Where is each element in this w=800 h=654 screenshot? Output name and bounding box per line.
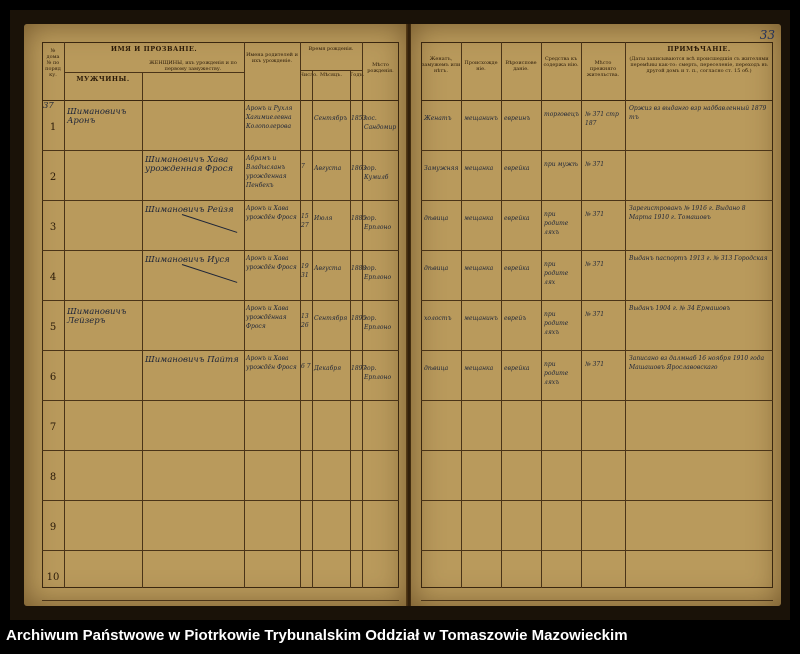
column-rule bbox=[312, 70, 313, 588]
woman-name: Шимановичъ Хава урожденная Фрося bbox=[145, 155, 234, 174]
origin: мещанинъ bbox=[464, 315, 498, 322]
row-rule bbox=[42, 400, 399, 401]
archive-caption: Archiwum Państwowe w Piotrkowie Trybunalskim Oddział w Tomaszowie Mazowieckim bbox=[6, 627, 628, 644]
row-rule bbox=[421, 250, 773, 251]
row-rule bbox=[421, 550, 773, 551]
religion: еврейка bbox=[504, 265, 530, 272]
birth-place: гор. Ерплоно bbox=[364, 215, 392, 231]
column-rule bbox=[625, 42, 626, 588]
col-remarks-header: ПРИМѢЧАНІЕ. bbox=[667, 45, 731, 53]
birth-place: гор. Ерплоно bbox=[364, 265, 392, 281]
parents-names: Абрамъ и Владысланъ урожденная Пенбекъ bbox=[246, 155, 287, 189]
col-parents-header: Имена родителей и ихъ урожденіе. bbox=[246, 52, 298, 64]
row-number: 3 bbox=[49, 222, 57, 233]
birth-month: Августа bbox=[314, 265, 342, 272]
row-rule bbox=[42, 500, 399, 501]
entry-number: 37 bbox=[43, 101, 54, 111]
row-rule bbox=[421, 150, 773, 151]
origin: мещанинъ bbox=[464, 115, 498, 122]
column-rule bbox=[244, 42, 245, 588]
col-means-header: Средства къ содержа нію. bbox=[543, 56, 579, 68]
means-of-support: торговецъ bbox=[544, 111, 580, 118]
birth-place: гор. Кумилб bbox=[364, 165, 389, 181]
header-rule bbox=[64, 72, 244, 73]
means-of-support: при родите ляхъ bbox=[544, 361, 569, 386]
birth-year: 1853 bbox=[351, 115, 367, 122]
means-of-support: при родите лях bbox=[544, 261, 569, 286]
row-rule bbox=[421, 200, 773, 201]
birth-year: 1885 bbox=[351, 215, 367, 222]
birth-month: Сентября bbox=[314, 315, 348, 322]
birth-year: 1888 bbox=[351, 265, 367, 272]
religion: еврейка bbox=[504, 215, 530, 222]
right-register-table bbox=[421, 42, 773, 588]
row-rule bbox=[42, 450, 399, 451]
col-men-header: МУЖЧИНЫ. bbox=[76, 75, 130, 83]
row-rule bbox=[42, 550, 399, 551]
row-rule bbox=[42, 250, 399, 251]
col-name-group-header: ИМЯ И ПРОЗВАНІЕ. bbox=[110, 45, 198, 53]
woman-name: Шимановичъ Пайтя bbox=[145, 355, 239, 365]
birth-month: Декабря bbox=[314, 365, 342, 372]
row-rule bbox=[42, 300, 399, 301]
woman-name: Шимановичъ Рейзя bbox=[145, 205, 234, 215]
col-prev-residence-header: Мѣсто прежняго жительства. bbox=[586, 60, 620, 78]
birth-day: 15 27 bbox=[301, 213, 309, 229]
row-number: 8 bbox=[49, 472, 57, 483]
woman-name: Шимановичъ Иуся bbox=[145, 255, 230, 265]
origin: мещанка bbox=[464, 215, 494, 222]
remark-entry: Зарегистрованъ № 1916 г. Выдано 8 Марта 1910 г. Томашовъ bbox=[629, 205, 746, 221]
previous-residence: № 371 bbox=[585, 261, 605, 268]
birth-month: Августа bbox=[314, 165, 342, 172]
col-remarks-subheader: (Даты записываются всѣ происшедшія съ жителями перемѣны как-то: смерть, переселеніе, переходъ въ другой домъ и т. п., согласно ст. 15 об.) bbox=[629, 56, 769, 74]
previous-residence: № 371 bbox=[585, 161, 605, 168]
religion: евреинъ bbox=[504, 115, 531, 122]
column-rule bbox=[350, 70, 351, 588]
parents-names: Аронъ и Хава урождён Фрося bbox=[246, 205, 297, 221]
left-register-table bbox=[42, 42, 399, 588]
birth-place: гор. Ерплоно bbox=[364, 365, 392, 381]
remark-entry: Оржиз вз выданго взр надбавленный 1879 тъ bbox=[629, 105, 767, 121]
origin: мещанка bbox=[464, 165, 494, 172]
column-rule bbox=[541, 42, 542, 588]
birth-month: Июля bbox=[314, 215, 333, 222]
right-page bbox=[411, 24, 781, 606]
birth-year: 1895 bbox=[351, 315, 367, 322]
row-number: 9 bbox=[49, 522, 57, 533]
col-month-header: Мѣсяцъ. bbox=[319, 72, 343, 78]
register-book bbox=[10, 10, 790, 620]
row-rule bbox=[421, 350, 773, 351]
row-rule bbox=[421, 300, 773, 301]
column-rule bbox=[581, 42, 582, 588]
previous-residence: № 371 bbox=[585, 311, 605, 318]
row-rule bbox=[42, 200, 399, 201]
column-rule bbox=[461, 42, 462, 588]
col-day-header: Число. bbox=[300, 72, 318, 78]
religion: еврейка bbox=[504, 365, 530, 372]
row-rule bbox=[421, 450, 773, 451]
remark-entry: Выданъ 1904 г. № 34 Ермашовъ bbox=[629, 305, 731, 312]
row-number: 6 bbox=[49, 372, 57, 383]
row-number: 2 bbox=[49, 172, 57, 183]
col-birth-group-header: Время рожденія. bbox=[308, 46, 354, 52]
parents-names: Аронъ и Хава урождён Фрося bbox=[246, 255, 297, 271]
row-rule bbox=[421, 400, 773, 401]
birth-place: гор. Ерплоно bbox=[364, 315, 392, 331]
col-origin-header: Происхожде ніе. bbox=[464, 60, 498, 72]
archive-footer bbox=[0, 620, 800, 654]
religion: еврейъ bbox=[504, 315, 527, 322]
marital-status: дѣвица bbox=[424, 215, 449, 222]
page-number: 33 bbox=[759, 28, 775, 42]
marital-status: холостъ bbox=[424, 315, 452, 322]
col-marital-header: Женатъ, замужемъ или нѣтъ. bbox=[421, 56, 461, 74]
col-year-header: Годъ. bbox=[350, 72, 365, 78]
row-rule bbox=[421, 500, 773, 501]
marital-status: Замужняя bbox=[424, 165, 459, 172]
row-rule bbox=[42, 150, 399, 151]
means-of-support: при родите ляхъ bbox=[544, 211, 569, 236]
origin: мещанка bbox=[464, 365, 494, 372]
marital-status: дѣвица bbox=[424, 265, 449, 272]
row-rule bbox=[421, 600, 773, 601]
remark-entry: Записанo вз далмнаб 16 ноября 1910 года Машашовъ Ярославовскаго bbox=[629, 355, 765, 371]
birth-day: 19 31 bbox=[301, 263, 309, 279]
man-name: Шимановичъ Лейзеръ bbox=[67, 307, 127, 326]
marital-status: Женатъ bbox=[424, 115, 452, 122]
row-number: 10 bbox=[46, 572, 60, 583]
religion: еврейка bbox=[504, 165, 530, 172]
col-place-header: Мѣсто рожденія. bbox=[367, 62, 394, 74]
origin: мещанка bbox=[464, 265, 494, 272]
birth-year: 1863 bbox=[351, 165, 367, 172]
right-header bbox=[421, 42, 773, 101]
row-rule bbox=[42, 350, 399, 351]
col-house-number-header: № дома № по поряд ку. bbox=[45, 48, 61, 78]
birth-place: пос. Сандомир bbox=[364, 115, 397, 131]
row-number: 1 bbox=[49, 122, 57, 133]
column-rule bbox=[501, 42, 502, 588]
column-rule bbox=[64, 42, 65, 588]
birth-day: 7 bbox=[301, 163, 305, 170]
previous-residence: № 371 bbox=[585, 361, 605, 368]
birth-day: 6 7 bbox=[301, 363, 311, 370]
parents-names: Аронъ и Хава урождён Фрося bbox=[246, 355, 297, 371]
marital-status: дѣвица bbox=[424, 365, 449, 372]
remark-entry: Выданъ паспортъ 1913 г. № 313 Городская bbox=[629, 255, 768, 262]
left-page bbox=[24, 24, 407, 606]
header-rule bbox=[300, 70, 362, 71]
col-religion-header: Вѣроиспове даніе. bbox=[505, 60, 537, 72]
man-name: Шимановичъ Аронъ bbox=[67, 107, 127, 126]
col-women-header: ЖЕНЩИНЫ, ихъ урожденія и по первому замужеству. bbox=[149, 60, 237, 72]
previous-residence: № 371 bbox=[585, 211, 605, 218]
birth-year: 1897 bbox=[351, 365, 367, 372]
parents-names: Аронъ и Рухля Хагимиелевна Колополерова bbox=[246, 105, 293, 130]
row-number: 4 bbox=[49, 272, 57, 283]
row-rule bbox=[42, 600, 399, 601]
parents-names: Аронъ и Хава урождённая Фрося bbox=[246, 305, 289, 330]
row-number: 7 bbox=[49, 422, 57, 433]
means-of-support: при родите ляхъ bbox=[544, 311, 569, 336]
means-of-support: при мужѣ bbox=[544, 161, 579, 168]
birth-day: 13 26 bbox=[301, 313, 309, 329]
row-number: 5 bbox=[49, 322, 57, 333]
previous-residence: № 371 стр 187 bbox=[585, 111, 619, 127]
birth-month: Сентябръ bbox=[314, 115, 348, 122]
